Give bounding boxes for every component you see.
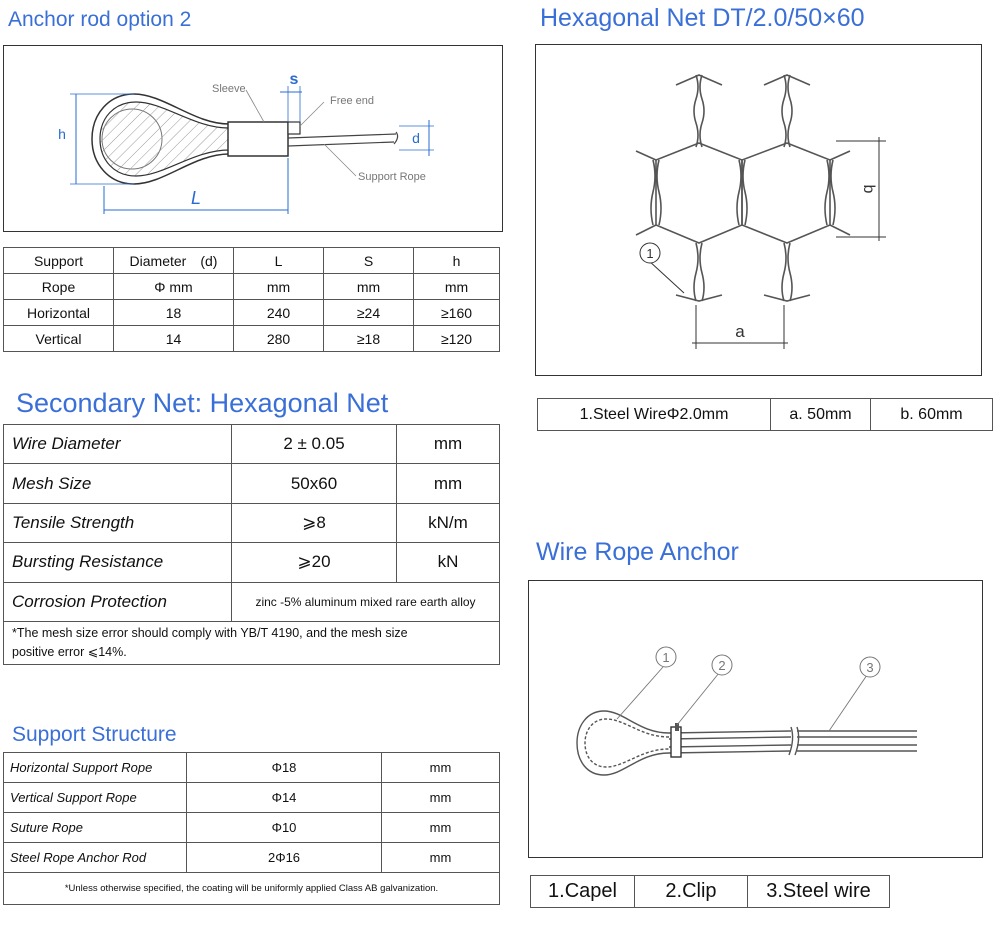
dim-L-label: L [190, 188, 202, 208]
header-cell: mm [234, 274, 324, 300]
table-row [4, 753, 500, 783]
note-row [4, 873, 500, 905]
table-row [4, 326, 500, 352]
support-structure-note: *Unless otherwise specified, the coating will be uniformly applied Class AB galvanization. [4, 873, 500, 905]
table-cell: 50x60 [232, 464, 397, 503]
note-row [4, 621, 500, 664]
callout-3-label: 3 [866, 660, 874, 675]
header-cell: L [234, 248, 324, 274]
table-cell: mm [382, 813, 500, 843]
header-cell: mm [414, 274, 500, 300]
support-rope-label: Support Rope [358, 171, 426, 183]
header-cell: Φ mm [114, 274, 234, 300]
dim-b-label: b [860, 184, 877, 194]
anchor-rod-table [3, 247, 500, 352]
table-cell: Φ18 [187, 753, 382, 783]
dim-h-label: h [58, 126, 66, 142]
wire-rope-anchor-title: Wire Rope Anchor [536, 538, 739, 566]
wire-rope-anchor-legend [530, 875, 890, 908]
table-cell: mm [382, 753, 500, 783]
table-cell: Horizontal Support Rope [4, 753, 187, 783]
dim-s-label: s [289, 71, 299, 88]
support-structure-title: Support Structure [12, 723, 177, 746]
header-cell: Rope [4, 274, 114, 300]
table-cell: Tensile Strength [4, 503, 232, 542]
secondary-net-note [4, 621, 500, 664]
table-row [4, 503, 500, 542]
table-cell: 2Φ16 [187, 843, 382, 873]
table-row [4, 543, 500, 582]
legend-item-b: b. 60mm [871, 399, 993, 431]
table-cell: 240 [234, 300, 324, 326]
legend-item-clip: 2.Clip [635, 876, 748, 908]
table-cell: Vertical Support Rope [4, 783, 187, 813]
table-cell: 14 [114, 326, 234, 352]
table-cell: mm [382, 843, 500, 873]
table-row [4, 464, 500, 503]
secondary-net-title: Secondary Net: Hexagonal Net [16, 388, 389, 418]
hex-net-legend [537, 398, 993, 431]
callout-1-label: 1 [646, 246, 654, 261]
table-cell: 280 [234, 326, 324, 352]
table-cell: Horizontal [4, 300, 114, 326]
legend-item-steel-wire: 1.Steel WireΦ2.0mm [538, 399, 771, 431]
note-line-1: *The mesh size error should comply with YB/T 4190, and the mesh size [12, 625, 408, 640]
table-cell: kN [397, 543, 500, 582]
note-line-2: positive error ⩽14%. [12, 644, 127, 659]
table-cell: 18 [114, 300, 234, 326]
dim-d-label: d [412, 130, 420, 146]
header-cell: h [414, 248, 500, 274]
table-cell: mm [397, 464, 500, 503]
legend-row [531, 876, 890, 908]
table-cell: 2 ± 0.05 [232, 425, 397, 464]
header-cell: Support [4, 248, 114, 274]
table-cell: Wire Diameter [4, 425, 232, 464]
table-cell: zinc -5% aluminum mixed rare earth alloy [232, 582, 500, 621]
header-cell: mm [324, 274, 414, 300]
legend-row [538, 399, 993, 431]
table-cell: ⩾20 [232, 543, 397, 582]
sleeve-label: Sleeve [212, 83, 246, 95]
table-cell: Φ14 [187, 783, 382, 813]
support-structure-table [3, 752, 500, 905]
table-cell: Vertical [4, 326, 114, 352]
table-cell: Corrosion Protection [4, 582, 232, 621]
table-cell: Steel Rope Anchor Rod [4, 843, 187, 873]
table-row [4, 813, 500, 843]
table-cell: Φ10 [187, 813, 382, 843]
hex-net-diagram-frame [535, 44, 982, 376]
table-cell: Suture Rope [4, 813, 187, 843]
dim-a-label: a [735, 322, 745, 341]
table-row [4, 582, 500, 621]
anchor-rod-header-row [4, 274, 500, 300]
table-cell: mm [382, 783, 500, 813]
legend-item-a: a. 50mm [771, 399, 871, 431]
free-end-label: Free end [330, 95, 375, 107]
table-cell: kN/m [397, 503, 500, 542]
anchor-rod-diagram-frame [3, 45, 503, 232]
table-cell: ≥24 [324, 300, 414, 326]
table-row [4, 425, 500, 464]
table-row [4, 783, 500, 813]
header-cell: S [324, 248, 414, 274]
table-cell: mm [397, 425, 500, 464]
table-cell: Mesh Size [4, 464, 232, 503]
table-cell: Bursting Resistance [4, 543, 232, 582]
anchor-rod-header-row [4, 248, 500, 274]
hex-net-diagram [536, 45, 981, 375]
header-cell: Diameter (d) [114, 248, 234, 274]
table-cell: ≥160 [414, 300, 500, 326]
wire-rope-anchor-diagram [529, 581, 982, 857]
callout-2-label: 2 [718, 658, 726, 673]
table-cell: ≥120 [414, 326, 500, 352]
legend-item-steel-wire: 3.Steel wire [748, 876, 890, 908]
legend-item-capel: 1.Capel [531, 876, 635, 908]
secondary-net-table [3, 424, 500, 665]
anchor-rod-diagram [4, 46, 502, 231]
hex-net-title: Hexagonal Net DT/2.0/50×60 [540, 4, 865, 32]
anchor-rod-title: Anchor rod option 2 [8, 8, 192, 31]
wire-rope-anchor-diagram-frame [528, 580, 983, 858]
table-row [4, 843, 500, 873]
callout-1-label: 1 [662, 650, 670, 665]
table-cell: ⩾8 [232, 503, 397, 542]
table-row [4, 300, 500, 326]
table-cell: ≥18 [324, 326, 414, 352]
